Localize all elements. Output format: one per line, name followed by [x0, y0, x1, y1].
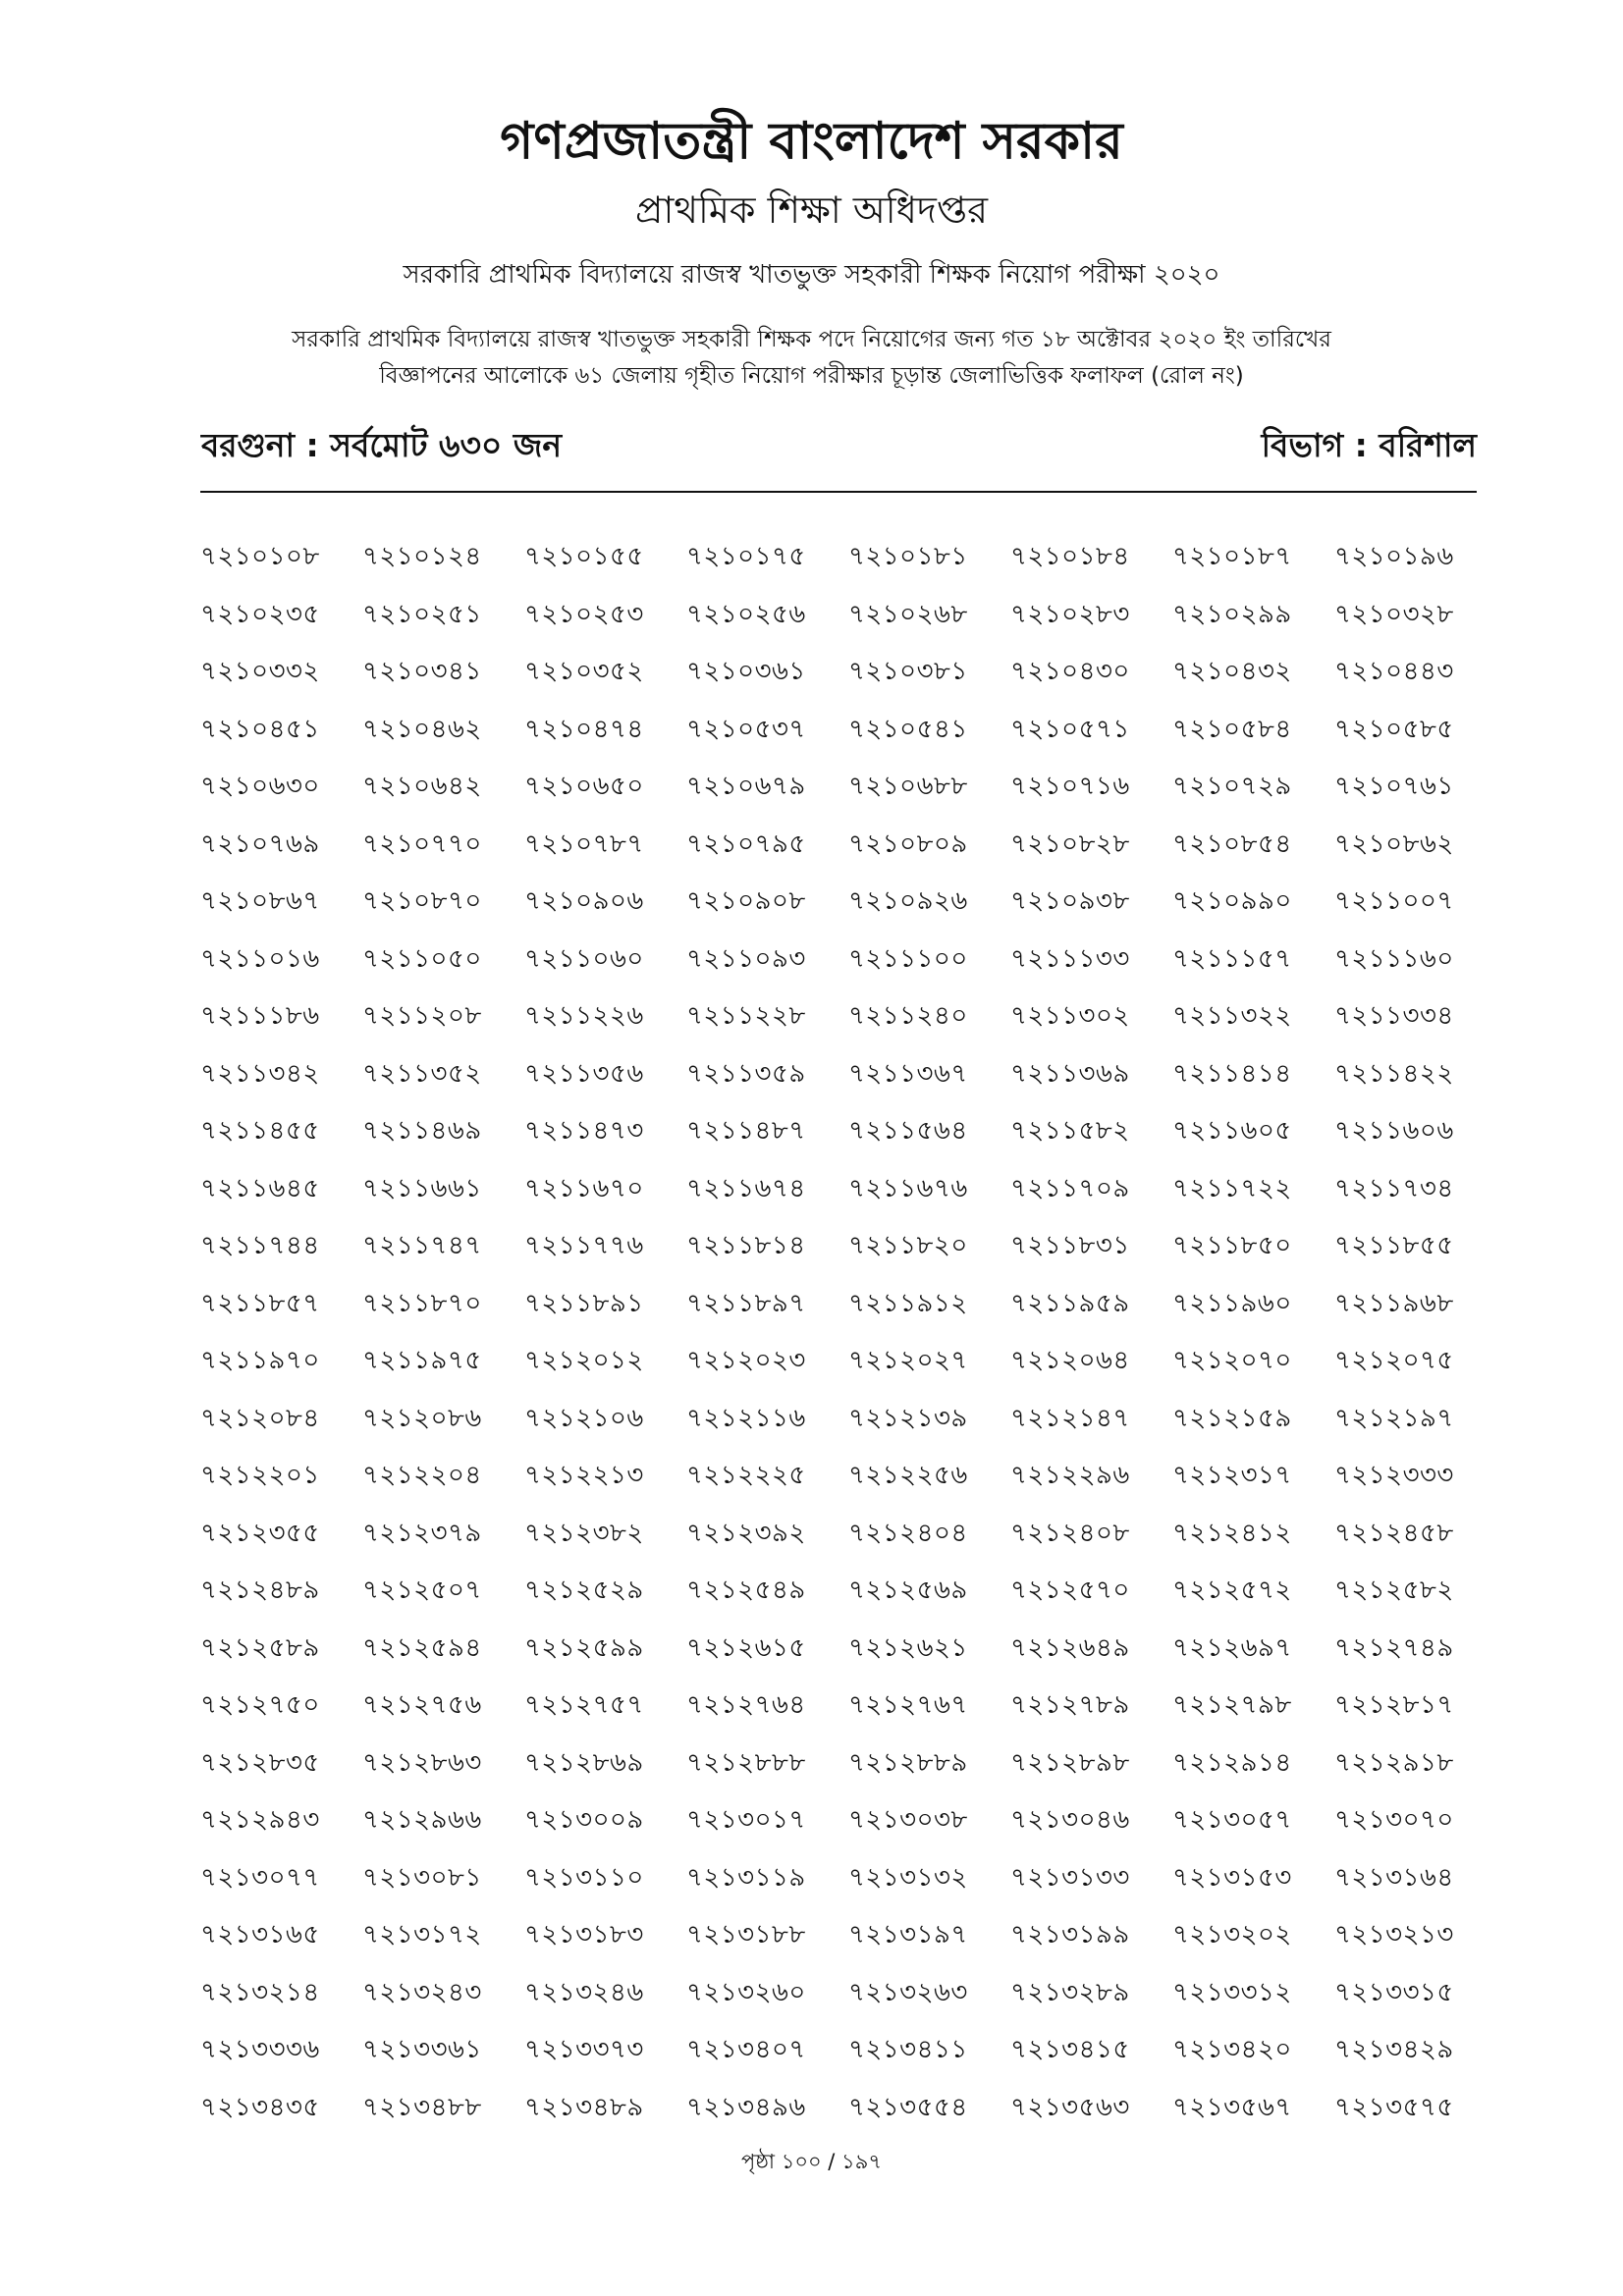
roll-number: ৭২১২২৯৬ [1010, 1461, 1130, 1490]
roll-number: ৭২১১৩২২ [1172, 1001, 1292, 1031]
roll-number: ৭২১০২৫১ [362, 599, 482, 629]
roll-number: ৭২১৩১৯৯ [1010, 1920, 1130, 1949]
roll-number: ৭২১৩২৬০ [686, 1977, 806, 2007]
roll-number: ৭২১০৭১৬ [1010, 772, 1130, 801]
roll-number: ৭২১১৬০৫ [1172, 1116, 1292, 1146]
roll-number: ৭২১০৭৬১ [1334, 772, 1454, 801]
roll-number: ৭২১২০২৩ [686, 1346, 806, 1375]
roll-number: ৭২১১৬৬১ [362, 1173, 482, 1203]
roll-number: ৭২১২৫৭২ [1172, 1575, 1292, 1605]
division-label: বিভাগ : বরিশাল [1261, 426, 1477, 464]
roll-number: ৭২১২৮৮৮ [686, 1747, 806, 1778]
roll-number: ৭২১২৪১২ [1172, 1518, 1292, 1548]
roll-number: ৭২১৩২০২ [1172, 1920, 1292, 1949]
roll-number: ৭২১১৭৪৪ [200, 1231, 320, 1260]
roll-number: ৭২১২৩৯২ [686, 1518, 806, 1548]
roll-number: ৭২১০৬৩০ [200, 772, 320, 801]
roll-number: ৭২১১৩৩৪ [1334, 1001, 1454, 1031]
roll-number: ৭২১০৩৮১ [848, 657, 968, 686]
roll-number: ৭২১২৫২৯ [524, 1575, 644, 1605]
roll-number: ৭২১১০৯৩ [686, 943, 806, 974]
roll-number: ৭২১০৮২৮ [1010, 828, 1130, 859]
roll-number: ৭২১২৬৯৭ [1172, 1632, 1292, 1663]
roll-number: ৭২১১৮৫৫ [1334, 1231, 1454, 1260]
roll-number: ৭২১১৯৭০ [200, 1346, 320, 1375]
roll-number: ৭২১৩৪২৯ [1334, 2035, 1454, 2064]
roll-number: ৭২১৩৫৬৩ [1010, 2092, 1130, 2122]
roll-number: ৭২১১৩৬৭ [848, 1058, 968, 1089]
roll-number: ৭২১২১৫৯ [1172, 1403, 1292, 1433]
roll-number: ৭২১৩৪৯৬ [686, 2092, 806, 2122]
header-divider [200, 491, 1477, 493]
roll-number: ৭২১৩১৮৩ [524, 1920, 644, 1949]
roll-number: ৭২১০৫৮৪ [1172, 714, 1292, 744]
roll-number: ৭২১১৮১৪ [686, 1231, 806, 1260]
roll-number: ৭২১৩৪৩৫ [200, 2092, 320, 2122]
roll-number: ৭২১১১৫৭ [1172, 943, 1292, 974]
roll-number: ৭২১২১১৬ [686, 1403, 806, 1433]
roll-number: ৭২১২৩৫৫ [200, 1518, 320, 1548]
roll-number: ৭২১০৬৫০ [524, 772, 644, 801]
roll-number: ৭২১৩২১৪ [200, 1977, 320, 2007]
roll-number: ৭২১২৩১৭ [1172, 1461, 1292, 1490]
roll-number: ৭২১২০১২ [524, 1346, 644, 1375]
roll-number: ৭২১১০১৬ [200, 943, 320, 974]
roll-number: ৭২১৩৪২০ [1172, 2035, 1292, 2064]
roll-number: ৭২১২০৮৪ [200, 1403, 320, 1433]
roll-number: ৭২১০১৮১ [848, 542, 968, 571]
roll-number: ৭২১১৩০২ [1010, 1001, 1130, 1031]
roll-number: ৭২১১২৪০ [848, 1001, 968, 1031]
roll-number: ৭২১২৯৬৬ [362, 1805, 482, 1835]
roll-number: ৭২১১১৮৬ [200, 1001, 320, 1031]
roll-number: ৭২১০১৭৫ [686, 542, 806, 571]
roll-number: ৭২১১৯৫৯ [1010, 1288, 1130, 1318]
roll-number: ৭২১১৮৭০ [362, 1288, 482, 1318]
district-total: বরগুনা : সর্বমোট ৬৩০ জন [201, 426, 563, 464]
roll-number: ৭২১২৫০৭ [362, 1575, 482, 1605]
roll-number: ৭২১৩১৬৫ [200, 1920, 320, 1949]
roll-number: ৭২১১২২৮ [686, 1001, 806, 1031]
roll-number: ৭২১১৭২২ [1172, 1173, 1292, 1203]
roll-number: ৭২১০৯০৮ [686, 886, 806, 916]
roll-number: ৭২১২৭৬৪ [686, 1690, 806, 1720]
roll-number: ৭২১৩০৭০ [1334, 1805, 1454, 1835]
roll-number: ৭২১১৩৪২ [200, 1058, 320, 1089]
roll-number: ৭২১২৭৬৭ [848, 1690, 968, 1720]
roll-number: ৭২১১৭৭৬ [524, 1231, 644, 1260]
roll-number: ৭২১২৫৬৯ [848, 1575, 968, 1605]
roll-number: ৭২১৩৩১২ [1172, 1977, 1292, 2007]
roll-number: ৭২১২৮৬৯ [524, 1747, 644, 1778]
roll-number: ৭২১০৬৭৯ [686, 772, 806, 801]
roll-number: ৭২১২১০৬ [524, 1403, 644, 1433]
description-line-2: বিজ্ঞাপনের আলোকে ৬১ জেলায় গৃহীত নিয়োগ পরীক্ষার চূড়ান্ত জেলাভিত্তিক ফলাফল (রোল নং) [379, 363, 1244, 389]
roll-number: ৭২১১৫৮২ [1010, 1116, 1130, 1146]
roll-number: ৭২১২১৩৯ [848, 1403, 968, 1433]
roll-number: ৭২১২৮৮৯ [848, 1747, 968, 1778]
roll-number: ৭২১২৯১৮ [1334, 1747, 1454, 1778]
roll-number: ৭২১১০০৭ [1334, 886, 1454, 916]
roll-number: ৭২১৩৩১৫ [1334, 1977, 1454, 2007]
roll-number: ৭২১৩৪০৭ [686, 2035, 806, 2064]
roll-number: ৭২১১১৬০ [1334, 943, 1454, 974]
roll-number: ৭২১০৯৩৮ [1010, 886, 1130, 916]
roll-number: ৭২১২৭৫৭ [524, 1690, 644, 1720]
roll-number: ৭২১০৯০৬ [524, 886, 644, 916]
roll-number: ৭২১১২২৬ [524, 1001, 644, 1031]
exam-title: সরকারি প্রাথমিক বিদ্যালয়ে রাজস্ব খাতভুক্ত সহকারী শিক্ষক নিয়োগ পরীক্ষা ২০২০ [403, 260, 1220, 290]
roll-number: ৭২১১৭৩৪ [1334, 1173, 1454, 1203]
roll-number: ৭২১০২৫৬ [686, 599, 806, 629]
roll-number: ৭২১২২২৫ [686, 1461, 806, 1490]
roll-number: ৭২১১৬৭০ [524, 1173, 644, 1203]
roll-number: ৭২১০১০৮ [200, 542, 320, 571]
roll-number: ৭২১৩১৮৮ [686, 1920, 806, 1949]
roll-number: ৭২১১৪১৪ [1172, 1058, 1292, 1089]
roll-number: ৭২১৩৪১৫ [1010, 2035, 1130, 2064]
roll-number: ৭২১৩৪১১ [848, 2035, 968, 2064]
roll-number: ৭২১২৫৯৪ [362, 1632, 482, 1663]
roll-number: ৭২১৩০৭৭ [200, 1862, 320, 1893]
roll-number: ৭২১১৬৪৫ [200, 1173, 320, 1203]
roll-number: ৭২১২৭৫৬ [362, 1690, 482, 1720]
roll-number: ৭২১২৮১৭ [1334, 1690, 1454, 1720]
roll-number: ৭২১১৮৫৭ [200, 1288, 320, 1318]
roll-number: ৭২১২৩৮২ [524, 1518, 644, 1548]
roll-number: ৭২১১৮৯৭ [686, 1288, 806, 1318]
roll-number: ৭২১১৯১২ [848, 1288, 968, 1318]
page-number: পৃষ্ঠা ১০০ / ১৯৭ [741, 2150, 882, 2173]
roll-number: ৭২১০৪৫১ [200, 714, 320, 744]
roll-number: ৭২১০৫৭১ [1010, 714, 1130, 744]
roll-number: ৭২১১৫৬৪ [848, 1116, 968, 1146]
roll-number: ৭২১১৮২০ [848, 1231, 968, 1260]
roll-number: ৭২১১৬০৬ [1334, 1116, 1454, 1146]
roll-number: ৭২১১৩৬৯ [1010, 1058, 1130, 1089]
roll-number: ৭২১২৭৫০ [200, 1690, 320, 1720]
roll-number: ৭২১৩৩৬১ [362, 2035, 482, 2064]
roll-number: ৭২১০১২৪ [362, 542, 482, 571]
roll-number: ৭২১১৩৫৬ [524, 1058, 644, 1089]
roll-number: ৭২১০৩২৮ [1334, 599, 1454, 629]
roll-number: ৭২১৩১৭২ [362, 1920, 482, 1949]
roll-number: ৭২১০২৮৩ [1010, 599, 1130, 629]
roll-number: ৭২১০৫৩৭ [686, 714, 806, 744]
roll-number: ৭২১০৮৬২ [1334, 828, 1454, 859]
roll-number: ৭২১৩০৪৬ [1010, 1805, 1130, 1835]
roll-number: ৭২১৩০৫৭ [1172, 1805, 1292, 1835]
roll-number: ৭২১২৮৯৮ [1010, 1747, 1130, 1778]
roll-number: ৭২১২০৭০ [1172, 1346, 1292, 1375]
roll-number: ৭২১১৩৫৯ [686, 1058, 806, 1089]
roll-number: ৭২১৩২৪৩ [362, 1977, 482, 2007]
roll-number: ৭২১০৪৩০ [1010, 657, 1130, 686]
roll-number: ৭২১০১৯৬ [1334, 542, 1454, 571]
roll-number: ৭২১৩১৩২ [848, 1862, 968, 1893]
roll-number: ৭২১২০২৭ [848, 1346, 968, 1375]
roll-number: ৭২১২১৪৭ [1010, 1403, 1130, 1433]
roll-number: ৭২১১৮৫০ [1172, 1231, 1292, 1260]
roll-number: ৭২১০৮০৯ [848, 828, 968, 859]
roll-number: ৭২১২৭৮৯ [1010, 1690, 1130, 1720]
roll-number: ৭২১২৬৪৯ [1010, 1632, 1130, 1663]
roll-number: ৭২১২৫৯৯ [524, 1632, 644, 1663]
roll-number: ৭২১১২০৮ [362, 1001, 482, 1031]
roll-number: ৭২১২০৬৪ [1010, 1346, 1130, 1375]
roll-number: ৭২১২২৫৬ [848, 1461, 968, 1490]
roll-number: ৭২১০৩৬১ [686, 657, 806, 686]
roll-number: ৭২১০৪৪৩ [1334, 657, 1454, 686]
roll-number: ৭২১২৬১৫ [686, 1632, 806, 1663]
roll-number: ৭২১০৮৭০ [362, 886, 482, 916]
roll-number: ৭২১৩০৩৮ [848, 1805, 968, 1835]
roll-number: ৭২১৩৫৬৭ [1172, 2092, 1292, 2122]
roll-number: ৭২১০৫৮৫ [1334, 714, 1454, 744]
roll-number: ৭২১৩১৩৩ [1010, 1862, 1130, 1893]
roll-number: ৭২১১৭৪৭ [362, 1231, 482, 1260]
roll-number: ৭২১৩১৬৪ [1334, 1862, 1454, 1893]
roll-number: ৭২১৩৩৩৬ [200, 2035, 320, 2064]
roll-number: ৭২১২৫৪৯ [686, 1575, 806, 1605]
description [0, 322, 1623, 395]
roll-number: ৭২১৩১৯৭ [848, 1920, 968, 1949]
roll-number: ৭২১০৪৬২ [362, 714, 482, 744]
roll-number: ৭২১২৯৪৩ [200, 1805, 320, 1835]
roll-number: ৭২১০৮৬৭ [200, 886, 320, 916]
roll-number: ৭২১০৭২৯ [1172, 772, 1292, 801]
roll-number: ৭২১৩১১০ [524, 1862, 644, 1893]
roll-number: ৭২১০৩৫২ [524, 657, 644, 686]
roll-number: ৭২১০১৮৪ [1010, 542, 1130, 571]
roll-number: ৭২১০৭৮৭ [524, 828, 644, 859]
roll-number: ৭২১৩২৬৩ [848, 1977, 968, 2007]
roll-number: ৭২১১১৩৩ [1010, 943, 1130, 974]
roll-number: ৭২১১৩৫২ [362, 1058, 482, 1089]
roll-number: ৭২১১৯৬৮ [1334, 1288, 1454, 1318]
roll-number: ৭২১১৬৭৬ [848, 1173, 968, 1203]
roll-number: ৭২১০৪৩২ [1172, 657, 1292, 686]
roll-number: ৭২১২৪০৮ [1010, 1518, 1130, 1548]
roll-number: ৭২১২৭৪৯ [1334, 1632, 1454, 1663]
government-title: গণপ্রজাতন্ত্রী বাংলাদেশ সরকার [500, 112, 1123, 171]
roll-number: ৭২১২৩৭৯ [362, 1518, 482, 1548]
roll-number: ৭২১২০৮৬ [362, 1403, 482, 1433]
roll-number: ৭২১২৫৮২ [1334, 1575, 1454, 1605]
roll-number: ৭২১০২৬৮ [848, 599, 968, 629]
roll-number: ৭২১২৫৭০ [1010, 1575, 1130, 1605]
roll-number: ৭২১০৯২৬ [848, 886, 968, 916]
description-line-1: সরকারি প্রাথমিক বিদ্যালয়ে রাজস্ব খাতভুক্ত সহকারী শিক্ষক পদে নিয়োগের জন্য গত ১৮ অক্টোবর ২০২০ ইং তারিখের [292, 327, 1331, 352]
roll-number: ৭২১০৯৯০ [1172, 886, 1292, 916]
roll-number: ৭২১২৭৯৮ [1172, 1690, 1292, 1720]
roll-number: ৭২১০৭৭০ [362, 828, 482, 859]
roll-number: ৭২১২৮৬৩ [362, 1747, 482, 1778]
roll-number: ৭২১৩০০৯ [524, 1805, 644, 1835]
roll-number: ৭২১০২৫৩ [524, 599, 644, 629]
roll-number: ৭২১১৮৯১ [524, 1288, 644, 1318]
roll-number: ৭২১০১৫৫ [524, 542, 644, 571]
roll-number: ৭২১১৪৮৭ [686, 1116, 806, 1146]
roll-number: ৭২১২৮৩৫ [200, 1747, 320, 1778]
roll-number: ৭২১৩০১৭ [686, 1805, 806, 1835]
roll-number: ৭২১০৭৬৯ [200, 828, 320, 859]
roll-number: ৭২১২২০১ [200, 1461, 320, 1490]
roll-number: ৭২১৩২১৩ [1334, 1920, 1454, 1949]
roll-number: ৭২১১৮৩১ [1010, 1231, 1130, 1260]
roll-number: ৭২১২২০৪ [362, 1461, 482, 1490]
roll-number: ৭২১২০৭৫ [1334, 1346, 1454, 1375]
roll-number: ৭২১০৪৭৪ [524, 714, 644, 744]
roll-number: ৭২১৩৫৭৫ [1334, 2092, 1454, 2122]
roll-number: ৭২১০২৯৯ [1172, 599, 1292, 629]
roll-number: ৭২১১০৫০ [362, 943, 482, 974]
roll-number: ৭২১০৮৫৪ [1172, 828, 1292, 859]
roll-number: ৭২১০৬৮৮ [848, 772, 968, 801]
roll-number: ৭২১৩১১৯ [686, 1862, 806, 1893]
roll-number: ৭২১০৭৯৫ [686, 828, 806, 859]
roll-number: ৭২১০৩৪১ [362, 657, 482, 686]
roll-number: ৭২১০৬৪২ [362, 772, 482, 801]
roll-number: ৭২১২৯১৪ [1172, 1747, 1292, 1778]
roll-number: ৭২১০৫৪১ [848, 714, 968, 744]
roll-number: ৭২১১৬৭৪ [686, 1173, 806, 1203]
roll-number: ৭২১২৩৩৩ [1334, 1461, 1454, 1490]
roll-number: ৭২১০২৩৫ [200, 599, 320, 629]
roll-number: ৭২১৩১৫৩ [1172, 1862, 1292, 1893]
roll-number: ৭২১৩০৮১ [362, 1862, 482, 1893]
roll-number: ৭২১২৬২১ [848, 1632, 968, 1663]
roll-number: ৭২১১৯৭৫ [362, 1346, 482, 1375]
roll-number: ৭২১৩২৪৬ [524, 1977, 644, 2007]
roll-number: ৭২১২২১৩ [524, 1461, 644, 1490]
directorate-title: প্রাথমিক শিক্ষা অধিদপ্তর [634, 188, 989, 232]
roll-number: ৭২১১৪৫৫ [200, 1116, 320, 1146]
roll-number: ৭২১২৪৫৮ [1334, 1518, 1454, 1548]
roll-number: ৭২১৩৪৮৯ [524, 2092, 644, 2122]
roll-number: ৭২১১৪৬৯ [362, 1116, 482, 1146]
roll-number: ৭২১২৪৮৯ [200, 1575, 320, 1605]
roll-number: ৭২১০৩৩২ [200, 657, 320, 686]
roll-number: ৭২১১৪৭৩ [524, 1116, 644, 1146]
roll-number: ৭২১২৫৮৯ [200, 1632, 320, 1663]
roll-number-grid [200, 528, 1496, 2136]
roll-number: ৭২১১০৬০ [524, 943, 644, 974]
roll-number: ৭২১১৭০৯ [1010, 1173, 1130, 1203]
roll-number: ৭২১১৯৬০ [1172, 1288, 1292, 1318]
roll-number: ৭২১২৪০৪ [848, 1518, 968, 1548]
roll-number: ৭২১৩৩৭৩ [524, 2035, 644, 2064]
roll-number: ৭২১০১৮৭ [1172, 542, 1292, 571]
roll-number: ৭২১৩২৮৯ [1010, 1977, 1130, 2007]
roll-number: ৭২১২১৯৭ [1334, 1403, 1454, 1433]
roll-number: ৭২১১১০০ [848, 943, 968, 974]
roll-number: ৭২১৩৫৫৪ [848, 2092, 968, 2122]
roll-number: ৭২১৩৪৮৮ [362, 2092, 482, 2122]
roll-number: ৭২১১৪২২ [1334, 1058, 1454, 1089]
